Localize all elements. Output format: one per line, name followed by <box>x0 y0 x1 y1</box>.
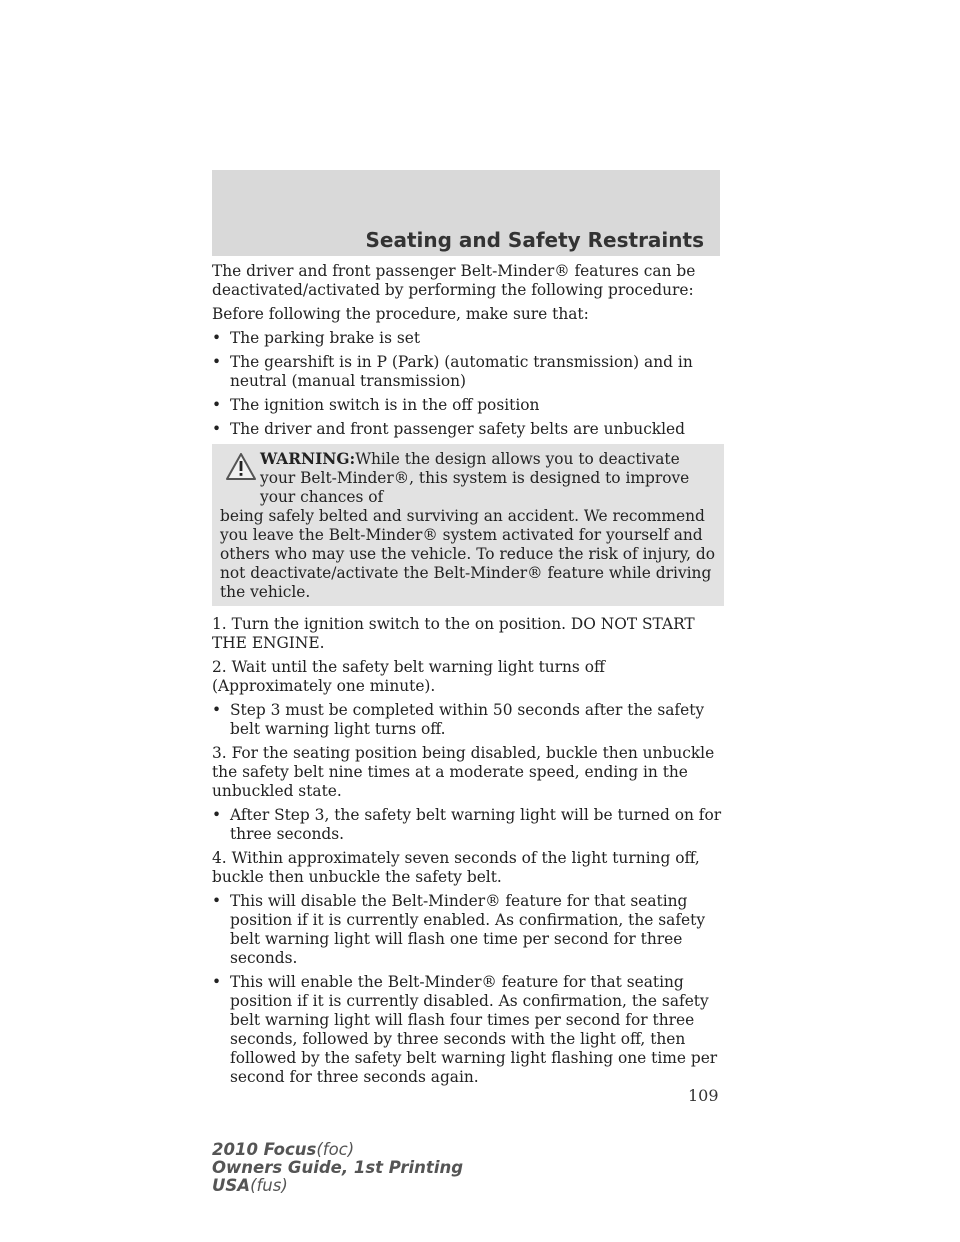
bullet-icon: • <box>212 396 222 414</box>
bullet-text: The parking brake is set <box>230 329 421 347</box>
bullet-text: Step 3 must be completed within 50 seconds after the safety belt warning light turns off. <box>230 701 705 738</box>
footer-market: USA <box>212 1176 251 1195</box>
bullet-text: The gearshift is in P (Park) (automatic transmission) and in neutral (manual transmission) <box>230 353 693 390</box>
bullet-icon: • <box>212 892 222 910</box>
print-footer <box>212 1141 463 1195</box>
step-3: 3. For the seating position being disabled, buckle then unbuckle the safety belt nine times at a moderate speed, ending in the unbuckled state. <box>212 744 715 800</box>
section-header-band <box>212 170 720 256</box>
bullet-icon: • <box>212 973 222 991</box>
step-2: 2. Wait until the safety belt warning light turns off (Approximately one minute). <box>212 658 605 695</box>
list-item <box>212 973 724 1087</box>
intro-paragraph: The driver and front passenger Belt-Minder® features can be deactivated/activated by performing the following procedure: <box>212 262 696 299</box>
warning-triangle-icon <box>226 453 256 480</box>
warning-text-rest: being safely belted and surviving an accident. We recommend you leave the Belt-Minder® system activated for yourself and others who may use the vehicle. To reduce the risk of injury, do not deactivate/activate the Belt-Minder® feature while driving the vehicle. <box>220 507 716 601</box>
bullet-icon: • <box>212 701 222 719</box>
bullet-text: This will disable the Belt-Minder® feature for that seating position if it is currently enabled. As confirmation, the safety belt warning light will flash one time per second for three seconds. <box>230 892 706 967</box>
footer-model-code: (foc) <box>316 1140 355 1159</box>
step-1: 1. Turn the ignition switch to the on position. DO NOT START THE ENGINE. <box>212 615 695 652</box>
bullet-icon: • <box>212 806 222 824</box>
bullet-text: This will enable the Belt-Minder® feature for that seating position if it is currently disabled. As confirmation, the safety belt warning light will flash four times per second for three seconds, followed by three seconds with the light off, then followed by the safety belt warning light flashing one time per second for three seconds again. <box>230 973 718 1086</box>
footer-line-1 <box>212 1141 463 1159</box>
warning-text-start: While the design allows you to deactivate your Belt-Minder®, this system is designed to improve your chances of <box>260 450 690 506</box>
list-item <box>212 353 724 391</box>
warning-first-lines <box>220 450 716 507</box>
bullet-icon: • <box>212 420 222 438</box>
footer-line-3 <box>212 1177 463 1195</box>
bullet-icon: • <box>212 353 222 371</box>
bullet-text: The driver and front passenger safety belts are unbuckled <box>230 420 686 438</box>
bullet-icon: • <box>212 329 222 347</box>
before-paragraph: Before following the procedure, make sure that: <box>212 305 589 323</box>
footer-model: 2010 Focus <box>212 1140 317 1159</box>
footer-market-code: (fus) <box>250 1176 288 1195</box>
bullet-text: The ignition switch is in the off position <box>230 396 540 414</box>
page-content <box>212 262 724 1092</box>
list-item <box>212 892 724 968</box>
warning-label: WARNING: <box>260 450 356 468</box>
footer-line-2: Owners Guide, 1st Printing <box>212 1158 464 1177</box>
step-4: 4. Within approximately seven seconds of the light turning off, buckle then unbuckle the safety belt. <box>212 849 700 886</box>
page-number: 109 <box>688 1086 719 1105</box>
warning-box <box>212 444 724 606</box>
list-item <box>212 701 724 739</box>
list-item <box>212 806 724 844</box>
list-item <box>212 396 724 415</box>
bullet-text: After Step 3, the safety belt warning light will be turned on for three seconds. <box>230 806 722 843</box>
section-title: Seating and Safety Restraints <box>365 228 704 252</box>
list-item <box>212 329 724 348</box>
list-item <box>212 420 724 439</box>
